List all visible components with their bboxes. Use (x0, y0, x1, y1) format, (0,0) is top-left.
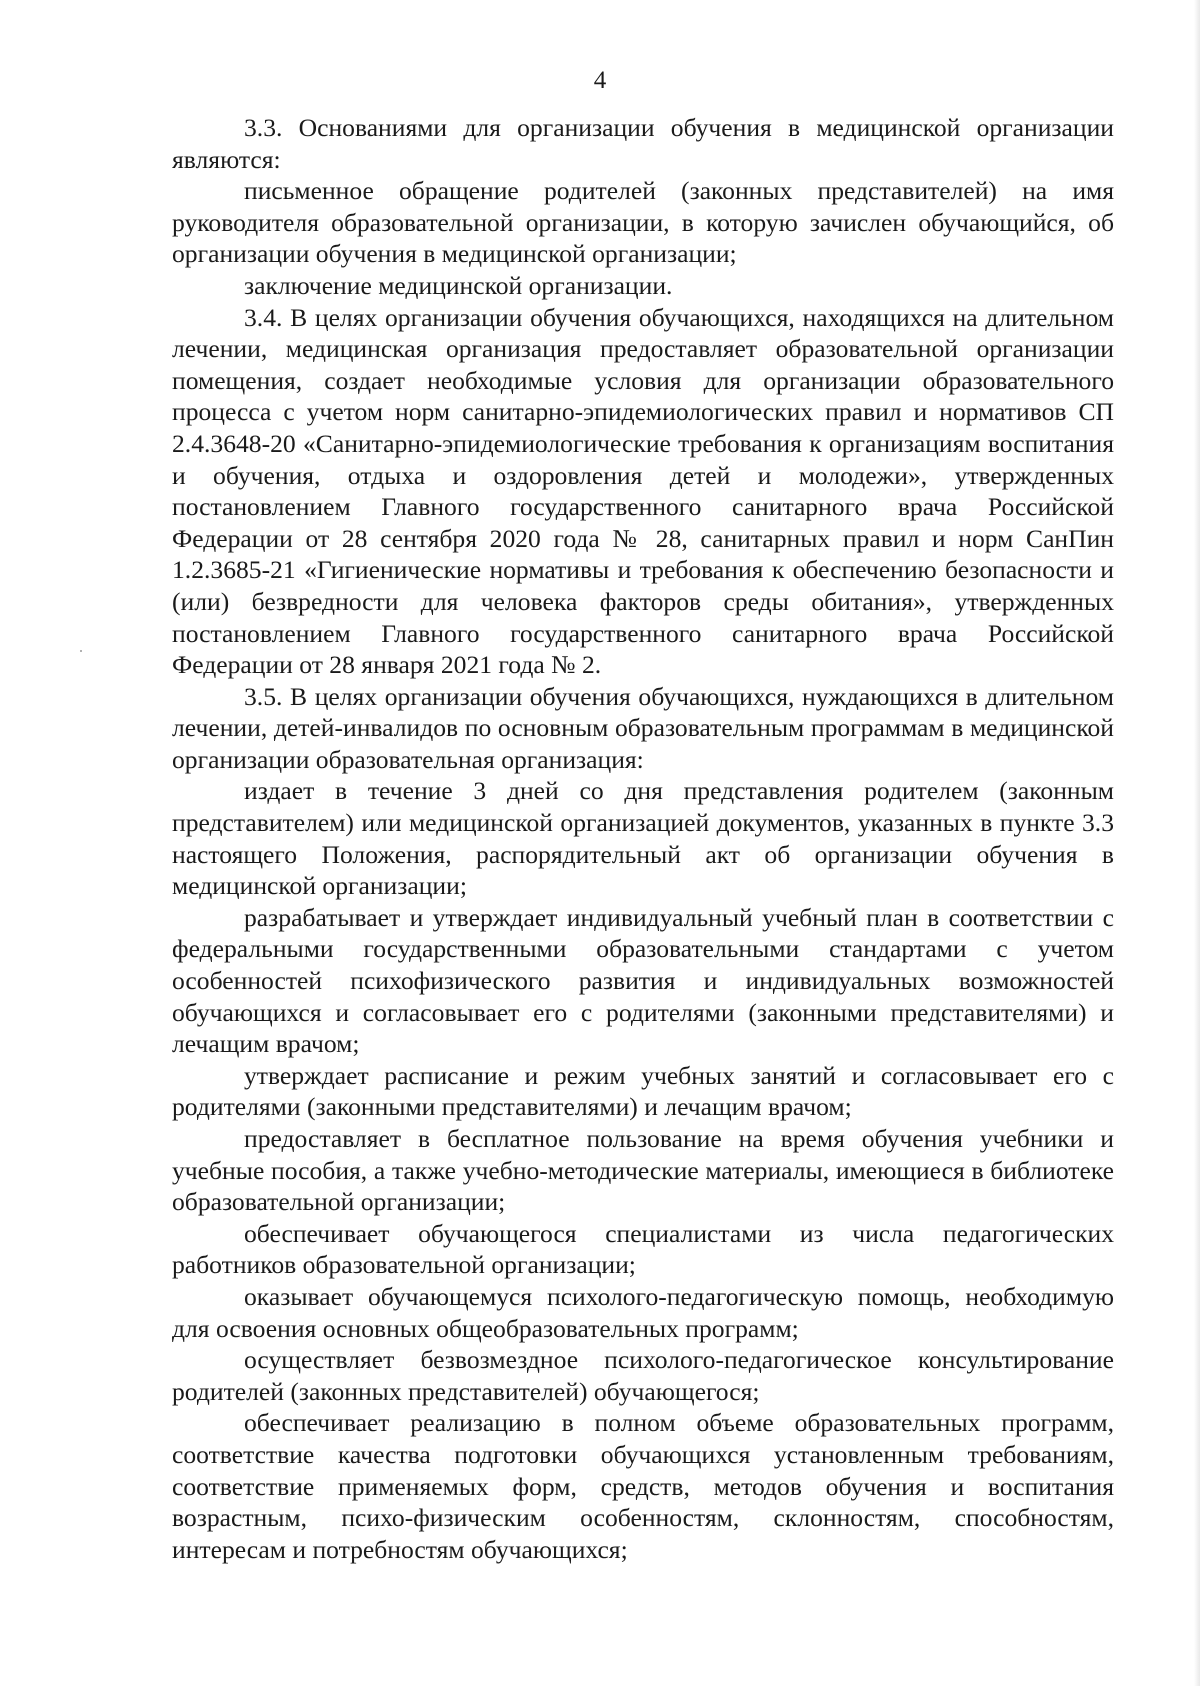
scan-speck (80, 650, 82, 652)
paragraph-issues-act: издает в течение 3 дней со дня представления родителем (законным представителем) или медицинской организацией документов, указанных в пункте 3.3 настоящего Положения, распорядительный акт об организации обучения в медицинской организации; (172, 776, 1114, 901)
scan-edge-shadow (1194, 0, 1200, 1686)
paragraph-3-3: 3.3. Основаниями для организации обучения в медицинской организации являются: (172, 113, 1114, 174)
paragraph-study-plan: разрабатывает и утверждает индивидуальный учебный план в соответствии с федеральными государственными образовательными стандартами с учетом особенностей психофизического развития и индивидуальных возможностей обучающихся и согласовывает его с родителями (законными представителями) и лечащим врачом; (172, 902, 1114, 1059)
paragraph-specialists: обеспечивает обучающегося специалистами из числа педагогических работников образовательной организации; (172, 1218, 1114, 1280)
paragraph-assistance: оказывает обучающемуся психолого-педагогическую помощь, необходимую для освоения основных общеобразовательных программ; (172, 1281, 1114, 1343)
paragraph-schedule: утверждает расписание и режим учебных занятий и согласовывает его с родителями (законными представителями) и лечащим врачом; (172, 1060, 1114, 1122)
paragraph-written-request: письменное обращение родителей (законных представителей) на имя руководителя образовательной организации, в которую зачислен обучающийся, об организации обучения в медицинской организации; (172, 176, 1114, 269)
page-number: 4 (593, 67, 607, 94)
paragraph-medical-conclusion: заключение медицинской организации. (244, 270, 673, 300)
paragraph-3-4: 3.4. В целях организации обучения обучающихся, находящихся на длительном лечении, медицинская организация предоставляет образовательной организации помещения, создает необходимые условия для организации образовательного процесса с учетом норм санитарно-эпидемиологических правил и нормативов СП 2.4.3648-20 «Санитарно-эпидемиологические требования к организациям воспитания и обучения, отдыха и оздоровления детей и молодежи», утвержденных постановлением Главного государственного санитарного врача Российской Федерации от 28 сентября 2020 года № 28, санитарных правил и норм СанПин 1.2.3685-21 «Гигиенические нормативы и требования к обеспечению безопасности и (или) безвредности для человека факторов среды обитания», утвержденных постановлением Главного государственного санитарного врача Российской Федерации от 28 января 2021 года № 2. (172, 302, 1114, 680)
paragraph-textbooks: предоставляет в бесплатное пользование на время обучения учебники и учебные пособия, а также учебно-методические материалы, имеющиеся в библиотеке образовательной организации; (172, 1124, 1114, 1217)
document-body (172, 112, 1114, 1565)
paragraph-implementation: обеспечивает реализацию в полном объеме образовательных программ, соответствие качества подготовки обучающихся установленным требованиям, соответствие применяемых форм, средств, методов обучения и воспитания возрастным, психо-физическим особенностям, склонностям, способностям, интересам и потребностям обучающихся; (172, 1408, 1114, 1564)
paragraph-3-5: 3.5. В целях организации обучения обучающихся, нуждающихся в длительном лечении, детей-инвалидов по основным образовательным программам в медицинской организации образовательная организация: (172, 681, 1114, 774)
paragraph-consulting: осуществляет безвозмездное психолого-педагогическое консультирование родителей (законных представителей) обучающегося; (172, 1345, 1114, 1406)
